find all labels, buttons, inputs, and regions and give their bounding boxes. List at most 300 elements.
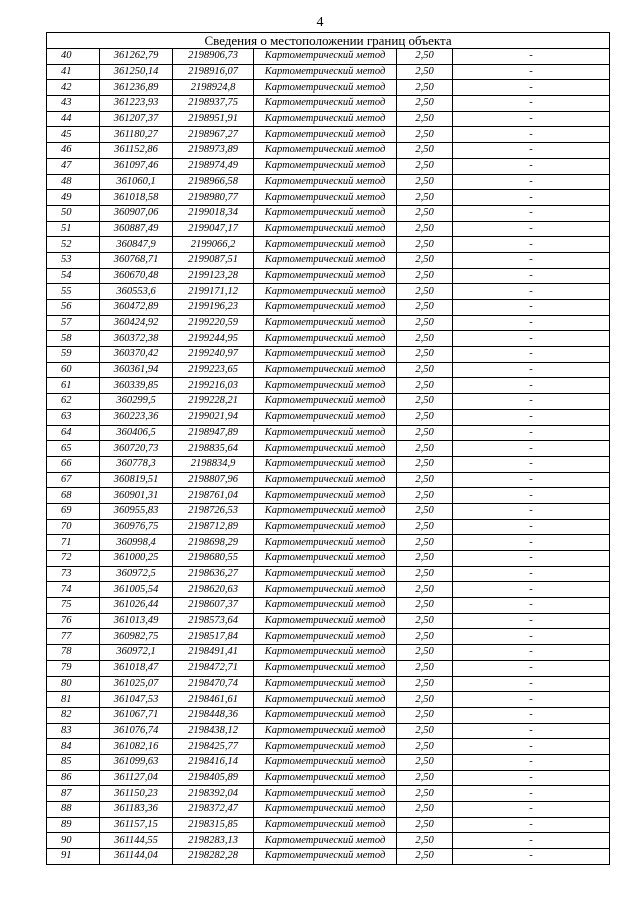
table-row [47, 472, 610, 488]
cell-method: Картометрический метод [254, 660, 397, 676]
cell-point-number: 45 [47, 127, 100, 143]
table-row [47, 441, 610, 457]
table-row [47, 503, 610, 519]
cell-x-coordinate: 360372,38 [100, 331, 173, 347]
cell-accuracy: 2,50 [397, 519, 453, 535]
table-row [47, 598, 610, 614]
cell-description: - [453, 80, 610, 96]
cell-point-number: 41 [47, 64, 100, 80]
cell-x-coordinate: 361060,1 [100, 174, 173, 190]
cell-method: Картометрический метод [254, 127, 397, 143]
table-row [47, 535, 610, 551]
cell-description: - [453, 598, 610, 614]
cell-accuracy: 2,50 [397, 80, 453, 96]
table-row [47, 566, 610, 582]
cell-accuracy: 2,50 [397, 347, 453, 363]
cell-method: Картометрический метод [254, 629, 397, 645]
cell-accuracy: 2,50 [397, 660, 453, 676]
cell-y-coordinate: 2199047,17 [173, 221, 254, 237]
cell-accuracy: 2,50 [397, 833, 453, 849]
table-row [47, 111, 610, 127]
cell-accuracy: 2,50 [397, 582, 453, 598]
cell-y-coordinate: 2198967,27 [173, 127, 254, 143]
cell-y-coordinate: 2198491,41 [173, 645, 254, 661]
cell-y-coordinate: 2198973,89 [173, 143, 254, 159]
cell-x-coordinate: 361223,93 [100, 96, 173, 112]
cell-description: - [453, 284, 610, 300]
cell-description: - [453, 347, 610, 363]
cell-method: Картометрический метод [254, 613, 397, 629]
cell-method: Картометрический метод [254, 221, 397, 237]
cell-accuracy: 2,50 [397, 409, 453, 425]
cell-accuracy: 2,50 [397, 802, 453, 818]
cell-accuracy: 2,50 [397, 64, 453, 80]
cell-accuracy: 2,50 [397, 237, 453, 253]
table-row [47, 64, 610, 80]
cell-accuracy: 2,50 [397, 676, 453, 692]
cell-point-number: 89 [47, 817, 100, 833]
cell-y-coordinate: 2198712,89 [173, 519, 254, 535]
cell-description: - [453, 378, 610, 394]
cell-method: Картометрический метод [254, 315, 397, 331]
cell-accuracy: 2,50 [397, 425, 453, 441]
cell-description: - [453, 96, 610, 112]
cell-description: - [453, 300, 610, 316]
cell-x-coordinate: 361047,53 [100, 692, 173, 708]
cell-point-number: 74 [47, 582, 100, 598]
cell-description: - [453, 645, 610, 661]
cell-y-coordinate: 2199123,28 [173, 268, 254, 284]
cell-y-coordinate: 2198726,53 [173, 503, 254, 519]
cell-method: Картометрический метод [254, 378, 397, 394]
cell-point-number: 46 [47, 143, 100, 159]
cell-accuracy: 2,50 [397, 566, 453, 582]
cell-x-coordinate: 361150,23 [100, 786, 173, 802]
cell-point-number: 71 [47, 535, 100, 551]
cell-description: - [453, 535, 610, 551]
cell-method: Картометрический метод [254, 158, 397, 174]
cell-accuracy: 2,50 [397, 378, 453, 394]
cell-point-number: 59 [47, 347, 100, 363]
cell-y-coordinate: 2198636,27 [173, 566, 254, 582]
cell-point-number: 72 [47, 551, 100, 567]
cell-description: - [453, 143, 610, 159]
cell-y-coordinate: 2198461,61 [173, 692, 254, 708]
cell-y-coordinate: 2199228,21 [173, 394, 254, 410]
cell-method: Картометрический метод [254, 551, 397, 567]
cell-x-coordinate: 361067,71 [100, 707, 173, 723]
table-row [47, 629, 610, 645]
cell-x-coordinate: 360972,5 [100, 566, 173, 582]
table-row [47, 347, 610, 363]
cell-y-coordinate: 2198835,64 [173, 441, 254, 457]
cell-y-coordinate: 2198517,84 [173, 629, 254, 645]
cell-point-number: 61 [47, 378, 100, 394]
cell-y-coordinate: 2198472,71 [173, 660, 254, 676]
cell-x-coordinate: 361005,54 [100, 582, 173, 598]
cell-description: - [453, 676, 610, 692]
cell-x-coordinate: 360778,3 [100, 456, 173, 472]
table-row [47, 770, 610, 786]
cell-y-coordinate: 2199220,59 [173, 315, 254, 331]
cell-accuracy: 2,50 [397, 739, 453, 755]
cell-description: - [453, 503, 610, 519]
cell-description: - [453, 252, 610, 268]
cell-accuracy: 2,50 [397, 535, 453, 551]
cell-x-coordinate: 360223,36 [100, 409, 173, 425]
cell-x-coordinate: 361183,36 [100, 802, 173, 818]
cell-x-coordinate: 361025,07 [100, 676, 173, 692]
cell-method: Картометрический метод [254, 331, 397, 347]
table-row [47, 409, 610, 425]
cell-accuracy: 2,50 [397, 362, 453, 378]
cell-method: Картометрический метод [254, 645, 397, 661]
cell-accuracy: 2,50 [397, 488, 453, 504]
table-row [47, 96, 610, 112]
cell-method: Картометрический метод [254, 472, 397, 488]
cell-x-coordinate: 361127,04 [100, 770, 173, 786]
cell-y-coordinate: 2198980,77 [173, 190, 254, 206]
cell-description: - [453, 331, 610, 347]
cell-method: Картометрический метод [254, 143, 397, 159]
table-row [47, 676, 610, 692]
cell-point-number: 64 [47, 425, 100, 441]
cell-y-coordinate: 2198680,55 [173, 551, 254, 567]
table-row [47, 300, 610, 316]
cell-point-number: 53 [47, 252, 100, 268]
cell-y-coordinate: 2199021,94 [173, 409, 254, 425]
cell-method: Картометрический метод [254, 723, 397, 739]
cell-accuracy: 2,50 [397, 770, 453, 786]
table-row [47, 425, 610, 441]
cell-x-coordinate: 360976,75 [100, 519, 173, 535]
table-row [47, 284, 610, 300]
cell-y-coordinate: 2199216,03 [173, 378, 254, 394]
table-row [47, 707, 610, 723]
cell-y-coordinate: 2198966,58 [173, 174, 254, 190]
cell-accuracy: 2,50 [397, 252, 453, 268]
cell-point-number: 44 [47, 111, 100, 127]
cell-accuracy: 2,50 [397, 849, 453, 865]
cell-description: - [453, 613, 610, 629]
cell-method: Картометрический метод [254, 268, 397, 284]
cell-description: - [453, 723, 610, 739]
cell-y-coordinate: 2199171,12 [173, 284, 254, 300]
cell-description: - [453, 802, 610, 818]
cell-x-coordinate: 360370,42 [100, 347, 173, 363]
cell-accuracy: 2,50 [397, 190, 453, 206]
cell-method: Картометрический метод [254, 739, 397, 755]
table-row [47, 519, 610, 535]
cell-point-number: 73 [47, 566, 100, 582]
table-row [47, 315, 610, 331]
cell-method: Картометрический метод [254, 284, 397, 300]
cell-point-number: 86 [47, 770, 100, 786]
cell-method: Картометрический метод [254, 770, 397, 786]
cell-point-number: 68 [47, 488, 100, 504]
table-row [47, 645, 610, 661]
cell-description: - [453, 754, 610, 770]
table-header-row [47, 33, 610, 49]
cell-description: - [453, 394, 610, 410]
cell-description: - [453, 566, 610, 582]
cell-accuracy: 2,50 [397, 205, 453, 221]
cell-method: Картометрический метод [254, 96, 397, 112]
cell-y-coordinate: 2198573,64 [173, 613, 254, 629]
table-row [47, 723, 610, 739]
cell-x-coordinate: 360299,5 [100, 394, 173, 410]
cell-y-coordinate: 2198620,63 [173, 582, 254, 598]
cell-x-coordinate: 360901,31 [100, 488, 173, 504]
cell-x-coordinate: 360887,49 [100, 221, 173, 237]
cell-description: - [453, 551, 610, 567]
table-row [47, 582, 610, 598]
cell-x-coordinate: 360339,85 [100, 378, 173, 394]
cell-y-coordinate: 2198807,96 [173, 472, 254, 488]
table-row [47, 786, 610, 802]
cell-description: - [453, 786, 610, 802]
cell-point-number: 57 [47, 315, 100, 331]
cell-method: Картометрический метод [254, 441, 397, 457]
cell-x-coordinate: 361250,14 [100, 64, 173, 80]
table-row [47, 237, 610, 253]
table-row [47, 456, 610, 472]
cell-x-coordinate: 360424,92 [100, 315, 173, 331]
cell-point-number: 48 [47, 174, 100, 190]
cell-description: - [453, 190, 610, 206]
page-number: 4 [316, 15, 324, 30]
table-row [47, 817, 610, 833]
table-row [47, 739, 610, 755]
cell-y-coordinate: 2198470,74 [173, 676, 254, 692]
cell-point-number: 75 [47, 598, 100, 614]
cell-y-coordinate: 2199087,51 [173, 252, 254, 268]
table-header: Сведения о местоположении границ объекта [47, 33, 610, 49]
cell-method: Картометрический метод [254, 849, 397, 865]
table-row [47, 221, 610, 237]
cell-accuracy: 2,50 [397, 472, 453, 488]
cell-x-coordinate: 361018,47 [100, 660, 173, 676]
table-row [47, 613, 610, 629]
cell-description: - [453, 770, 610, 786]
cell-description: - [453, 237, 610, 253]
table-row [47, 488, 610, 504]
cell-accuracy: 2,50 [397, 315, 453, 331]
cell-x-coordinate: 360720,73 [100, 441, 173, 457]
cell-x-coordinate: 360955,83 [100, 503, 173, 519]
cell-x-coordinate: 360768,71 [100, 252, 173, 268]
cell-method: Картометрический метод [254, 519, 397, 535]
cell-description: - [453, 488, 610, 504]
cell-y-coordinate: 2199244,95 [173, 331, 254, 347]
cell-y-coordinate: 2198438,12 [173, 723, 254, 739]
cell-method: Картометрический метод [254, 754, 397, 770]
cell-description: - [453, 472, 610, 488]
cell-x-coordinate: 361076,74 [100, 723, 173, 739]
cell-point-number: 66 [47, 456, 100, 472]
cell-x-coordinate: 361144,55 [100, 833, 173, 849]
cell-accuracy: 2,50 [397, 394, 453, 410]
cell-x-coordinate: 361082,16 [100, 739, 173, 755]
cell-y-coordinate: 2198416,14 [173, 754, 254, 770]
table-row [47, 802, 610, 818]
cell-point-number: 81 [47, 692, 100, 708]
cell-y-coordinate: 2199196,23 [173, 300, 254, 316]
cell-accuracy: 2,50 [397, 111, 453, 127]
cell-description: - [453, 221, 610, 237]
cell-method: Картометрический метод [254, 237, 397, 253]
cell-method: Картометрический метод [254, 111, 397, 127]
cell-point-number: 70 [47, 519, 100, 535]
cell-method: Картометрический метод [254, 786, 397, 802]
cell-point-number: 50 [47, 205, 100, 221]
cell-accuracy: 2,50 [397, 49, 453, 65]
cell-accuracy: 2,50 [397, 786, 453, 802]
cell-point-number: 43 [47, 96, 100, 112]
cell-method: Картометрический метод [254, 409, 397, 425]
cell-point-number: 67 [47, 472, 100, 488]
cell-point-number: 87 [47, 786, 100, 802]
cell-description: - [453, 174, 610, 190]
cell-accuracy: 2,50 [397, 598, 453, 614]
cell-accuracy: 2,50 [397, 817, 453, 833]
table-row [47, 849, 610, 865]
cell-description: - [453, 692, 610, 708]
cell-x-coordinate: 361236,89 [100, 80, 173, 96]
cell-method: Картометрический метод [254, 503, 397, 519]
cell-point-number: 80 [47, 676, 100, 692]
cell-y-coordinate: 2198607,37 [173, 598, 254, 614]
cell-accuracy: 2,50 [397, 456, 453, 472]
table-row [47, 205, 610, 221]
cell-description: - [453, 425, 610, 441]
cell-accuracy: 2,50 [397, 96, 453, 112]
cell-y-coordinate: 2199240,97 [173, 347, 254, 363]
cell-method: Картометрический метод [254, 582, 397, 598]
cell-description: - [453, 64, 610, 80]
cell-x-coordinate: 360847,9 [100, 237, 173, 253]
cell-accuracy: 2,50 [397, 551, 453, 567]
cell-point-number: 47 [47, 158, 100, 174]
cell-y-coordinate: 2198951,91 [173, 111, 254, 127]
cell-x-coordinate: 360406,5 [100, 425, 173, 441]
cell-point-number: 84 [47, 739, 100, 755]
cell-accuracy: 2,50 [397, 143, 453, 159]
cell-point-number: 76 [47, 613, 100, 629]
cell-method: Картометрический метод [254, 362, 397, 378]
cell-method: Картометрический метод [254, 425, 397, 441]
table-row [47, 158, 610, 174]
cell-point-number: 77 [47, 629, 100, 645]
cell-description: - [453, 817, 610, 833]
table-row [47, 143, 610, 159]
cell-accuracy: 2,50 [397, 645, 453, 661]
cell-y-coordinate: 2198761,04 [173, 488, 254, 504]
cell-y-coordinate: 2198392,04 [173, 786, 254, 802]
cell-accuracy: 2,50 [397, 284, 453, 300]
cell-method: Картометрический метод [254, 692, 397, 708]
cell-y-coordinate: 2198448,36 [173, 707, 254, 723]
table-row [47, 660, 610, 676]
cell-point-number: 88 [47, 802, 100, 818]
cell-y-coordinate: 2198282,28 [173, 849, 254, 865]
cell-y-coordinate: 2198974,49 [173, 158, 254, 174]
cell-y-coordinate: 2199066,2 [173, 237, 254, 253]
cell-description: - [453, 315, 610, 331]
cell-y-coordinate: 2198315,85 [173, 817, 254, 833]
cell-y-coordinate: 2198947,89 [173, 425, 254, 441]
cell-description: - [453, 268, 610, 284]
cell-accuracy: 2,50 [397, 268, 453, 284]
cell-accuracy: 2,50 [397, 723, 453, 739]
cell-x-coordinate: 360472,89 [100, 300, 173, 316]
cell-accuracy: 2,50 [397, 754, 453, 770]
table-row [47, 49, 610, 65]
cell-accuracy: 2,50 [397, 629, 453, 645]
cell-x-coordinate: 360998,4 [100, 535, 173, 551]
cell-method: Картометрический метод [254, 190, 397, 206]
cell-description: - [453, 111, 610, 127]
cell-point-number: 91 [47, 849, 100, 865]
cell-accuracy: 2,50 [397, 158, 453, 174]
table-row [47, 252, 610, 268]
cell-point-number: 62 [47, 394, 100, 410]
cell-y-coordinate: 2199223,65 [173, 362, 254, 378]
cell-point-number: 60 [47, 362, 100, 378]
cell-y-coordinate: 2198372,47 [173, 802, 254, 818]
cell-description: - [453, 739, 610, 755]
cell-description: - [453, 158, 610, 174]
table-row [47, 268, 610, 284]
cell-x-coordinate: 361018,58 [100, 190, 173, 206]
cell-x-coordinate: 360553,6 [100, 284, 173, 300]
cell-x-coordinate: 360361,94 [100, 362, 173, 378]
cell-method: Картометрический метод [254, 598, 397, 614]
cell-method: Картометрический метод [254, 456, 397, 472]
cell-y-coordinate: 2198906,73 [173, 49, 254, 65]
cell-x-coordinate: 360972,1 [100, 645, 173, 661]
cell-point-number: 58 [47, 331, 100, 347]
cell-method: Картометрический метод [254, 707, 397, 723]
cell-point-number: 42 [47, 80, 100, 96]
cell-x-coordinate: 360819,51 [100, 472, 173, 488]
cell-description: - [453, 205, 610, 221]
cell-y-coordinate: 2198916,07 [173, 64, 254, 80]
cell-point-number: 85 [47, 754, 100, 770]
cell-point-number: 55 [47, 284, 100, 300]
cell-method: Картометрический метод [254, 174, 397, 190]
cell-method: Картометрический метод [254, 205, 397, 221]
cell-point-number: 54 [47, 268, 100, 284]
cell-y-coordinate: 2199018,34 [173, 205, 254, 221]
cell-x-coordinate: 361262,79 [100, 49, 173, 65]
cell-y-coordinate: 2198834,9 [173, 456, 254, 472]
cell-accuracy: 2,50 [397, 127, 453, 143]
cell-point-number: 79 [47, 660, 100, 676]
cell-y-coordinate: 2198937,75 [173, 96, 254, 112]
cell-x-coordinate: 361152,86 [100, 143, 173, 159]
cell-y-coordinate: 2198283,13 [173, 833, 254, 849]
cell-x-coordinate: 361157,15 [100, 817, 173, 833]
cell-description: - [453, 707, 610, 723]
table-row [47, 394, 610, 410]
cell-accuracy: 2,50 [397, 221, 453, 237]
cell-method: Картометрический метод [254, 80, 397, 96]
table-row [47, 331, 610, 347]
cell-y-coordinate: 2198425,77 [173, 739, 254, 755]
cell-description: - [453, 849, 610, 865]
cell-point-number: 63 [47, 409, 100, 425]
